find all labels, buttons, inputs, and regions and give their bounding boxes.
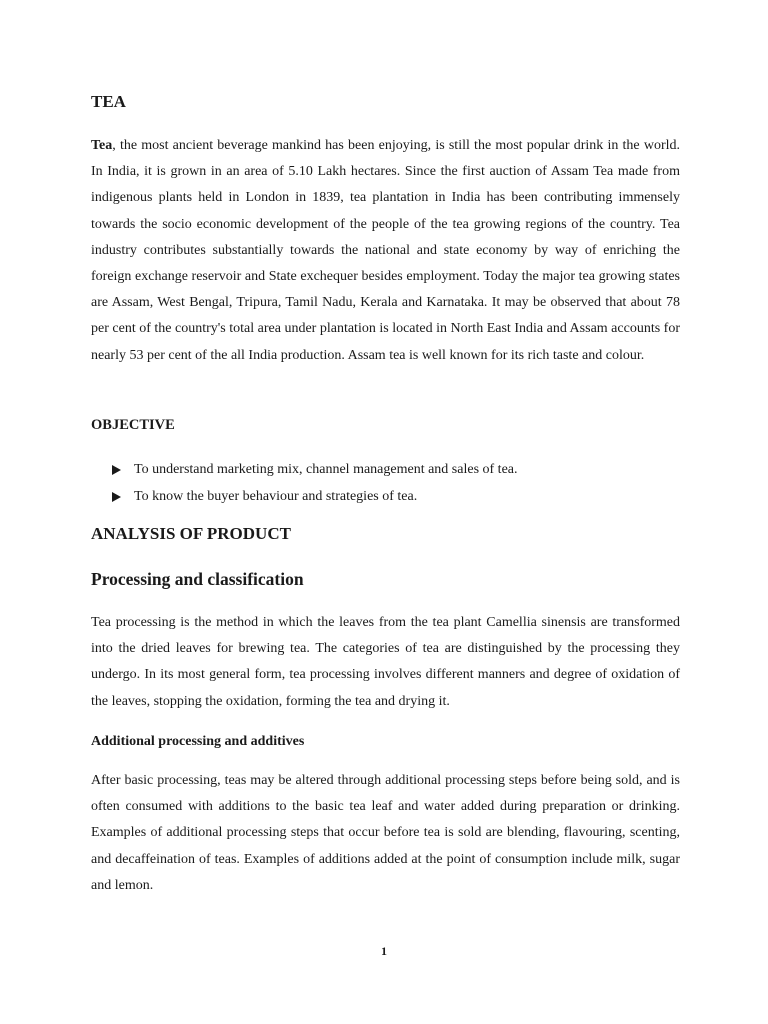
intro-text: , the most ancient beverage mankind has been enjoying, is still the most popular drink in the world. In India, it is grown in an area of 5.10 Lakh hectares. Since the first auction of Assam Tea made from indigenous plants held in London in 1839, tea plantation in India has been contributing immensely towards the socio economic development of the people of the tea growing regions of the country. Tea industry contributes substantially towards the national and state economy by way of enriching the foreign exchange reservoir and State exchequer besides employment. Today the major tea growing states are Assam, West Bengal, Tripura, Tamil Nadu, Kerala and Karnataka. It may be observed that about 78 per cent of the country's total area under plantation is located in North East India and Assam accounts for nearly 53 per cent of the all India production. Assam tea is well known for its rich taste and colour. xyxy=(91,138,680,363)
intro-lead-word: Tea xyxy=(91,138,113,153)
objective-list xyxy=(112,456,518,510)
page-number: 1 xyxy=(381,944,387,958)
document-title: TEA xyxy=(91,92,126,111)
arrow-bullet-icon xyxy=(112,492,121,502)
processing-paragraph: Tea processing is the method in which the leaves from the tea plant Camellia sinensis are transformed into the dried leaves for brewing tea. The categories of tea are distinguished by the processing they undergo. In its most general form, tea processing involves different manners and degree of oxidation of the leaves, stopping the oxidation, forming the tea and drying it. xyxy=(91,615,680,709)
analysis-heading: ANALYSIS OF PRODUCT xyxy=(91,524,291,543)
objective-item xyxy=(112,483,518,510)
objective-item xyxy=(112,456,518,483)
intro-paragraph xyxy=(91,133,680,369)
additives-paragraph: After basic processing, teas may be altered through additional processing steps before being sold, and is often consumed with additions to the basic tea leaf and water added during preparation or drinking. Examples of additional processing steps that occur before tea is sold are blending, flavouring, scenting, and decaffeination of teas. Examples of additions added at the point of consumption include milk, sugar and lemon. xyxy=(91,773,680,893)
arrow-bullet-icon xyxy=(112,465,121,475)
objective-item-text: To know the buyer behaviour and strategies of tea. xyxy=(134,488,418,504)
objective-item-text: To understand marketing mix, channel management and sales of tea. xyxy=(134,461,518,477)
objective-heading: OBJECTIVE xyxy=(91,417,175,433)
additives-heading: Additional processing and additives xyxy=(91,734,305,749)
processing-heading: Processing and classification xyxy=(91,569,304,589)
